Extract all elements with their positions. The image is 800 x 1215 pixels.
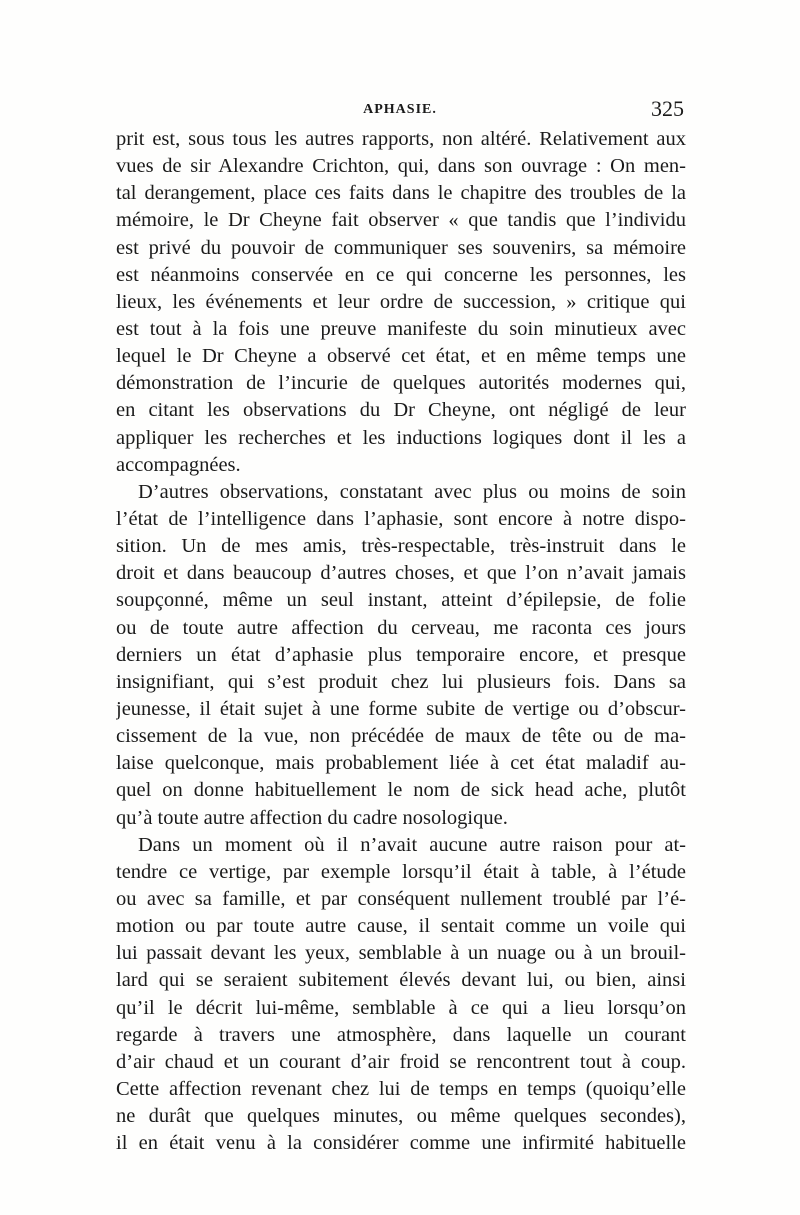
text-line: l’état de l’intelligence dans l’aphasie, sont encore à notre dispo-: [116, 507, 686, 530]
text-line: lieux, les événements et leur ordre de succession, » critique qui: [116, 290, 686, 313]
text-line: qu’à toute autre affection du cadre nosologique.: [116, 806, 508, 829]
text-line: ou avec sa famille, et par conséquent nullement troublé par l’é-: [116, 887, 686, 910]
text-line: regarde à travers une atmosphère, dans laquelle un courant: [116, 1023, 686, 1046]
page-header: [116, 96, 684, 126]
text-line: ne durât que quelques minutes, ou même quelques secondes),: [116, 1105, 686, 1128]
text-line: tendre ce vertige, par exemple lorsqu’il était à table, à l’étude: [116, 860, 686, 883]
text-line: motion ou par toute autre cause, il sentait comme un voile qui: [116, 915, 686, 938]
text-line: laise quelconque, mais probablement liée à cet état maladif au-: [116, 752, 686, 775]
text-line: lequel le Dr Cheyne a observé cet état, et en même temps une: [116, 345, 686, 368]
text-line: insignifiant, qui s’est produit chez lui plusieurs fois. Dans sa: [116, 670, 686, 693]
text-line: tal derangement, place ces faits dans le chapitre des troubles de la: [116, 182, 686, 205]
text-line: prit est, sous tous les autres rapports, non altéré. Relativement aux: [116, 128, 686, 150]
text-line: derniers un état d’aphasie plus temporaire encore, et presque: [116, 643, 686, 666]
text-line: ou de toute autre affection du cerveau, me raconta ces jours: [116, 616, 686, 639]
text-line: il en était venu à la considérer comme une infirmité habituelle: [116, 1132, 686, 1155]
text-line: accompagnées.: [116, 453, 241, 476]
text-line: en citant les observations du Dr Cheyne, ont négligé de leur: [116, 399, 686, 422]
text-line: mémoire, le Dr Cheyne fait observer « que tandis que l’individu: [116, 209, 686, 232]
page-number: 325: [651, 96, 684, 121]
text-line: droit et dans beaucoup d’autres choses, et que l’on n’avait jamais: [116, 562, 686, 585]
text-line: d’air chaud et un courant d’air froid se rencontrent tout à coup.: [116, 1050, 686, 1073]
text-line: D’autres observations, constatant avec plus ou moins de soin: [138, 480, 686, 503]
text-line: soupçonné, même un seul instant, atteint d’épilepsie, de folie: [116, 589, 686, 612]
text-line: sition. Un de mes amis, très-respectable, très-instruit dans le: [116, 535, 686, 558]
body-text: [116, 126, 686, 1157]
text-line: Cette affection revenant chez lui de temps en temps (quoiqu’elle: [116, 1077, 686, 1100]
text-line: vues de sir Alexandre Crichton, qui, dans son ouvrage : On men-: [116, 155, 686, 178]
text-line: démonstration de l’incurie de quelques autorités modernes qui,: [116, 372, 686, 395]
text-line: jeunesse, il était sujet à une forme subite de vertige ou d’obscur-: [116, 697, 686, 720]
text-line: lard qui se seraient subitement élevés devant lui, ou bien, ainsi: [116, 969, 686, 992]
text-line: appliquer les recherches et les inductions logiques dont il les a: [116, 426, 686, 449]
text-line: qu’il le décrit lui-même, semblable à ce qui a lieu lorsqu’on: [116, 996, 686, 1019]
text-line: lui passait devant les yeux, semblable à un nuage ou à un brouil-: [116, 942, 686, 965]
text-line: est privé du pouvoir de communiquer ses souvenirs, sa mémoire: [116, 236, 686, 259]
text-line: est néanmoins conservée en ce qui concerne les personnes, les: [116, 263, 686, 286]
text-line: est tout à la fois une preuve manifeste du soin minutieux avec: [116, 317, 686, 340]
text-line: cissement de la vue, non précédée de maux de tête ou de ma-: [116, 725, 686, 748]
text-line: quel on donne habituellement le nom de sick head ache, plutôt: [116, 779, 686, 802]
text-line: Dans un moment où il n’avait aucune autre raison pour at-: [138, 833, 686, 856]
running-title: APHASIE.: [363, 102, 437, 117]
